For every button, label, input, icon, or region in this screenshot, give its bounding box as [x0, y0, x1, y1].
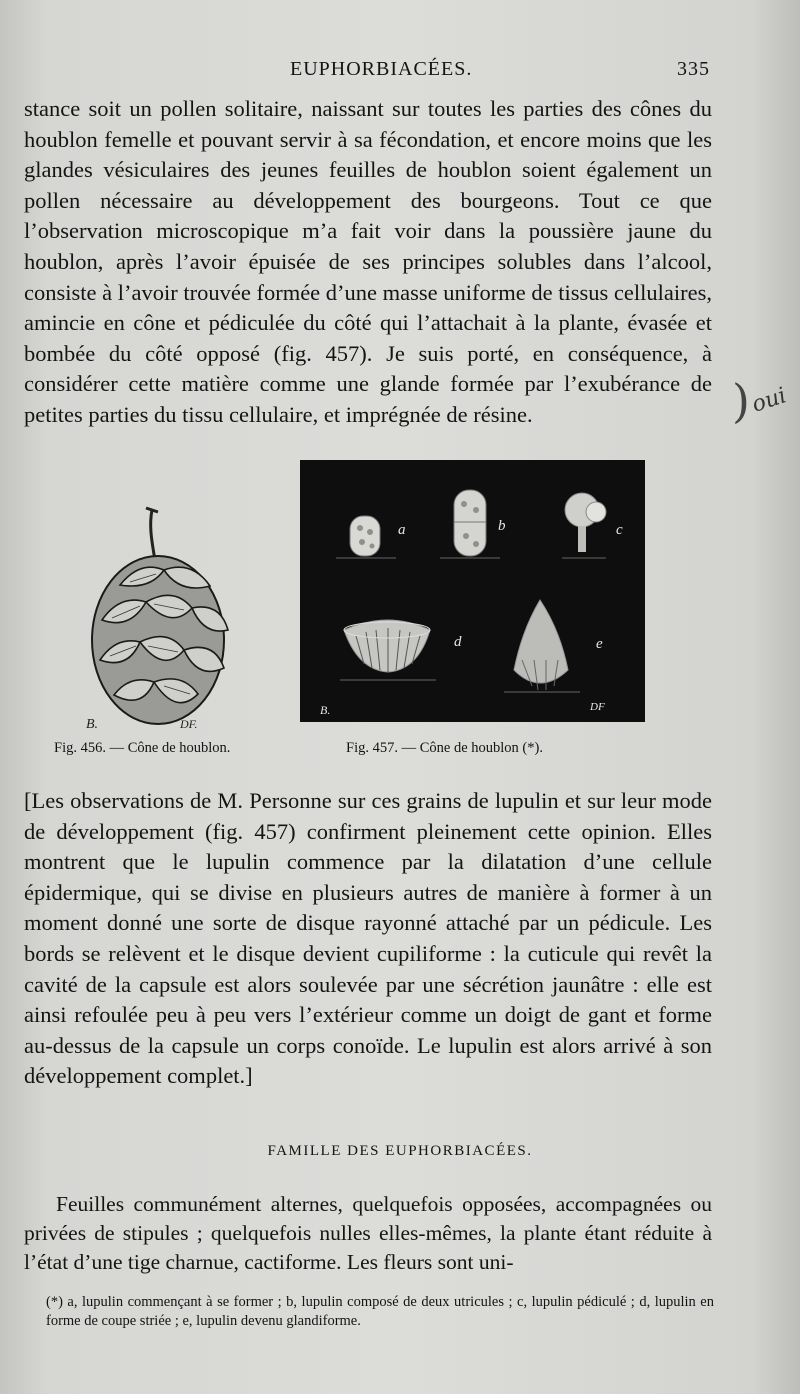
paragraph-personne-observations: [Les observations de M. Personne sur ces grains de lupulin et sur leur mode de développement (fig. 457) confirment pleinement cette opinion. Elles montrent que le lupulin commence par la dilatation d’une cellule épidermique, qui se divise en plusieurs autres de manière à former à un moment donné une sorte de disque rayonné attaché par un pédicule. Les bords se relèvent et le disque devient cupiliforme : la cuticule qui revêt la cavité de la capsule est alors soulevée par une sécrétion jaunâtre : elle est ainsi refoulée peu à peu vers l’extérieur comme un doigt de gant et forme au-dessus de la capsule un corps conoïde. Le lupulin est alors arrivé à son développement complet.] [24, 788, 712, 1089]
running-title: EUPHORBIACÉES. [290, 58, 473, 80]
handwritten-bracket-icon: ) [732, 374, 750, 428]
fig457-label-e: e [596, 636, 603, 652]
paragraph-family-description: Feuilles communément alternes, quelquefois opposées, accompagnées ou privées de stipules ; quelquefois nulles elles-mêmes, la plante étant réduite à l’état d’une tige charnue, cactiforme. Les fleurs sont uni- [24, 1192, 712, 1274]
footnote: (*) a, lupulin commençant à se former ; b, lupulin composé de deux utricules ; c, lupulin pédiculé ; d, lupulin en forme de coupe striée ; e, lupulin devenu glandiforme. [46, 1294, 714, 1329]
fig457-label-a: a [398, 522, 406, 538]
page-number: 335 [677, 58, 710, 80]
running-header [20, 58, 710, 84]
paragraph-lupulin-observation: stance soit un pollen solitaire, naissant sur toutes les parties des cônes du houblon femelle et pouvant servir à sa fécondation, et encore moins que les glandes vésiculaires des jeunes feuilles de houblon soient également un pollen nécessaire au développement des bourgeons. Tout ce que l’observation microscopique m’a fait voir dans la poussière jaune du houblon, après l’avoir épuisée de ses principes solubles dans l’alcool, consiste à l’avoir trouvée formée d’une masse uniforme de tissus cellulaires, amincie en cône et pédiculée du côté qui l’attachait à la plante, évasée et bombée du côté opposé (fig. 457). Je suis porté, en conséquence, à considérer cette matière comme une glande formée par l’exubérance de petites parties du tissu cellulaire, et imprégnée de résine. [24, 96, 712, 427]
fig457-signature-right: DF [590, 701, 605, 713]
fig457-label-c: c [616, 522, 623, 538]
fig456-signature-left: B. [86, 717, 99, 732]
figure-456-caption: Fig. 456. — Cône de houblon. [54, 740, 231, 756]
fig456-signature-right: DF. [180, 717, 198, 731]
fig457-label-b: b [498, 518, 506, 534]
figure-456-hop-cone [80, 490, 240, 740]
fig457-label-d: d [454, 634, 462, 650]
margin-note-text: oui [748, 383, 790, 418]
section-heading: FAMILLE DES EUPHORBIACÉES. [267, 1143, 533, 1159]
figure-457-lupulin-stages [300, 460, 645, 722]
fig457-signature-left: B. [320, 703, 331, 717]
figure-457-caption: Fig. 457. — Cône de houblon (*). [346, 740, 543, 756]
handwritten-margin-note [732, 374, 792, 438]
